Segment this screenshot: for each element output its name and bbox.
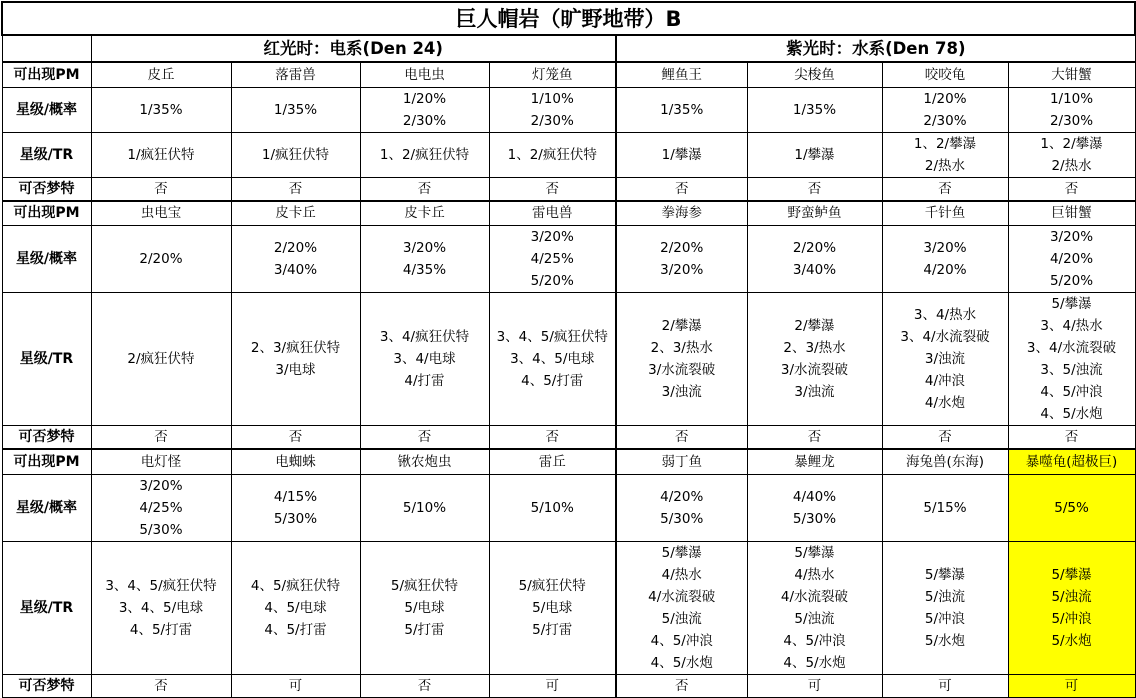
pm-cell: 野蛮鲈鱼 [747, 201, 882, 226]
tr-line: 4、5/打雷 [264, 621, 327, 638]
pm-cell: 千针鱼 [882, 201, 1008, 226]
tr-line: 5/攀瀑 [661, 544, 702, 561]
rate-line: 1/35% [273, 101, 318, 118]
dream-cell: 可 [231, 674, 360, 697]
rate-cell [616, 87, 747, 132]
tr-line: 1/攀瀑 [794, 146, 835, 163]
row-rate [2, 474, 1135, 541]
tr-line: 5/浊流 [661, 610, 702, 627]
pm-cell: 尖梭鱼 [747, 62, 882, 87]
tr-line: 4、5/疯狂伏特 [250, 577, 341, 594]
dream-cell: 否 [1008, 426, 1135, 450]
rate-line: 3/20% [402, 240, 447, 256]
tr-line: 3、4/水流裂破 [1026, 340, 1117, 356]
rate-line: 1/35% [139, 101, 183, 118]
dream-cell: 否 [231, 177, 360, 201]
tr-line: 3/电球 [275, 362, 316, 378]
rate-cell [616, 474, 747, 541]
tr-cell [616, 541, 747, 674]
rate-line: 3/40% [792, 262, 837, 278]
row-label-rate: 星级/概率 [2, 226, 91, 293]
rate-cell [231, 474, 360, 541]
tr-line: 4/热水 [794, 566, 835, 583]
pm-cell: 皮卡丘 [360, 201, 489, 226]
tr-line: 5/冲浪 [1051, 610, 1092, 627]
tr-line: 3、4/热水 [1040, 318, 1103, 334]
tr-line: 3/浊流 [661, 384, 702, 400]
tr-cell [91, 293, 231, 426]
tr-cell [360, 132, 489, 177]
rate-cell [231, 87, 360, 132]
tr-line: 3、4/热水 [913, 307, 977, 323]
row-label-tr: 星级/TR [2, 132, 91, 177]
dream-cell: 否 [882, 177, 1008, 201]
rate-line: 2/30% [402, 112, 447, 129]
rate-line: 1/20% [402, 90, 447, 107]
pm-cell: 皮丘 [91, 62, 231, 87]
pm-cell: 落雷兽 [231, 62, 360, 87]
tr-cell [1008, 293, 1135, 426]
dream-cell: 否 [489, 426, 616, 450]
tr-cell [489, 541, 616, 674]
group-purple-header: 紫光时：水系(Den 78) [616, 35, 1135, 62]
tr-line: 3/浊流 [794, 384, 835, 400]
tr-line: 5/打雷 [532, 621, 573, 638]
tr-line: 2、3/疯狂伏特 [250, 340, 341, 356]
rate-cell [360, 87, 489, 132]
rate-line: 1/10% [530, 90, 574, 107]
rate-line: 4/20% [1049, 251, 1094, 267]
tr-cell [747, 541, 882, 674]
tr-line: 5/疯狂伏特 [390, 577, 459, 594]
dream-cell: 否 [360, 177, 489, 201]
rate-cell [747, 226, 882, 293]
dream-cell: 否 [882, 426, 1008, 450]
tr-line: 1、2/疯狂伏特 [379, 146, 470, 163]
rate-cell [882, 474, 1008, 541]
tr-line: 5/攀瀑 [1051, 296, 1092, 312]
rate-line: 5/20% [530, 273, 574, 289]
tr-cell [747, 132, 882, 177]
tr-cell [360, 293, 489, 426]
rate-cell [360, 474, 489, 541]
tr-cell [91, 132, 231, 177]
pm-cell: 雷电兽 [489, 201, 616, 226]
tr-cell [747, 293, 882, 426]
tr-line: 5/水炮 [1051, 632, 1092, 649]
pm-cell: 巨钳蟹 [1008, 201, 1135, 226]
tr-line: 5/疯狂伏特 [518, 577, 586, 594]
rate-line: 5/10% [530, 499, 574, 516]
tr-line: 2/攀瀑 [661, 318, 702, 334]
tr-line: 4/热水 [661, 566, 702, 583]
tr-line: 3、4/疯狂伏特 [379, 329, 470, 345]
pm-cell: 暴噬龟(超极巨) [1008, 449, 1135, 474]
tr-line: 1、2/攀瀑 [1040, 135, 1103, 152]
pm-cell: 咬咬龟 [882, 62, 1008, 87]
pm-cell: 虫电宝 [91, 201, 231, 226]
dream-cell: 可 [489, 674, 616, 697]
rate-line: 1/10% [1049, 90, 1094, 107]
rate-cell [882, 226, 1008, 293]
tr-line: 3/浊流 [924, 351, 966, 367]
raid-table [1, 1, 1136, 698]
rate-cell [91, 474, 231, 541]
tr-line: 4、5/电球 [264, 599, 327, 616]
pm-cell: 雷丘 [489, 449, 616, 474]
tr-line: 5/浊流 [1051, 588, 1092, 605]
rate-line: 5/30% [273, 510, 318, 527]
dream-cell: 否 [747, 426, 882, 450]
rate-cell [360, 226, 489, 293]
tr-line: 1/疯狂伏特 [127, 146, 195, 163]
rate-line: 2/20% [273, 240, 318, 256]
tr-line: 2/热水 [1051, 157, 1092, 174]
pm-cell: 大钳蟹 [1008, 62, 1135, 87]
row-label-pm: 可出现PM [2, 201, 91, 226]
tr-line: 5/打雷 [404, 621, 445, 638]
tr-line: 5/冲浪 [924, 610, 966, 627]
tr-line: 4/水炮 [924, 395, 966, 411]
tr-line: 3、5/浊流 [1040, 362, 1103, 378]
dream-cell: 否 [360, 426, 489, 450]
rate-cell [747, 474, 882, 541]
rate-line: 1/20% [923, 90, 967, 107]
tr-cell [882, 541, 1008, 674]
rate-line: 2/20% [792, 240, 837, 256]
tr-line: 4、5/冲浪 [1040, 384, 1103, 400]
dream-cell: 否 [91, 426, 231, 450]
rate-line: 5/5% [1054, 499, 1089, 516]
tr-line: 5/电球 [404, 599, 445, 616]
row-tr [2, 293, 1135, 426]
dream-cell: 否 [616, 177, 747, 201]
row-dream [2, 177, 1135, 201]
row-label-pm: 可出现PM [2, 449, 91, 474]
tr-line: 2/疯狂伏特 [127, 351, 195, 367]
row-label-tr: 星级/TR [2, 541, 91, 674]
rate-line: 5/30% [792, 510, 837, 527]
tr-cell [360, 541, 489, 674]
tr-cell [231, 541, 360, 674]
rate-line: 2/30% [923, 112, 967, 129]
rate-line: 3/20% [139, 477, 183, 494]
tr-cell [882, 293, 1008, 426]
rate-line: 4/15% [273, 488, 318, 505]
row-tr [2, 132, 1135, 177]
rate-line: 1/35% [792, 101, 837, 118]
tr-line: 4、5/水炮 [783, 654, 846, 671]
sheet-title: 巨人帽岩（旷野地带）B [2, 2, 1135, 35]
pm-cell: 暴鲤龙 [747, 449, 882, 474]
dream-cell: 否 [747, 177, 882, 201]
tr-line: 1/攀瀑 [661, 146, 702, 163]
tr-line: 5/浊流 [924, 588, 966, 605]
tr-line: 4、5/打雷 [521, 373, 584, 389]
dream-cell: 否 [1008, 177, 1135, 201]
row-label-rate: 星级/概率 [2, 474, 91, 541]
rate-line: 4/25% [139, 499, 183, 516]
rate-line: 2/20% [660, 240, 704, 256]
tr-cell [231, 293, 360, 426]
tr-line: 3、4、5/疯狂伏特 [496, 329, 608, 345]
tr-line: 4、5/水炮 [650, 654, 713, 671]
tr-line: 4、5/冲浪 [783, 632, 846, 649]
tr-line: 5/攀瀑 [1051, 566, 1092, 583]
rate-cell [616, 226, 747, 293]
rate-cell [747, 87, 882, 132]
tr-line: 1/疯狂伏特 [261, 146, 330, 163]
tr-line: 3、4、5/电球 [118, 599, 204, 616]
tr-cell [616, 293, 747, 426]
tr-line: 3/水流裂破 [780, 362, 849, 378]
rate-cell [231, 226, 360, 293]
group-red-header: 红光时：电系(Den 24) [91, 35, 616, 62]
tr-line: 5/水炮 [924, 632, 966, 649]
row-tr [2, 541, 1135, 674]
tr-cell [1008, 541, 1135, 674]
tr-line: 4/打雷 [404, 373, 445, 389]
rate-line: 2/30% [530, 112, 574, 129]
rate-cell [489, 87, 616, 132]
rate-line: 3/20% [660, 262, 704, 278]
rate-line: 3/20% [530, 229, 574, 245]
tr-cell [489, 132, 616, 177]
rate-line: 4/40% [792, 488, 837, 505]
tr-line: 2、3/热水 [783, 340, 846, 356]
tr-cell [489, 293, 616, 426]
pm-cell: 皮卡丘 [231, 201, 360, 226]
pm-cell: 锹农炮虫 [360, 449, 489, 474]
rate-line: 4/20% [923, 262, 967, 278]
tr-line: 3、4、5/电球 [510, 351, 595, 367]
rate-cell [489, 474, 616, 541]
tr-line: 4、5/打雷 [129, 621, 193, 638]
rate-line: 3/20% [1049, 229, 1094, 245]
row-dream [2, 426, 1135, 450]
pm-cell: 弱丁鱼 [616, 449, 747, 474]
rate-line: 3/20% [923, 240, 967, 256]
dream-cell: 否 [91, 674, 231, 697]
rate-line: 1/35% [660, 101, 704, 118]
tr-line: 2/攀瀑 [794, 318, 835, 334]
row-rate [2, 226, 1135, 293]
dream-cell: 否 [489, 177, 616, 201]
tr-cell [616, 132, 747, 177]
rate-line: 4/20% [660, 488, 704, 505]
row-pm [2, 62, 1135, 87]
dream-cell: 否 [231, 426, 360, 450]
tr-cell [1008, 132, 1135, 177]
tr-line: 1、2/攀瀑 [913, 135, 977, 152]
pm-cell: 电蜘蛛 [231, 449, 360, 474]
tr-line: 5/攀瀑 [924, 566, 966, 583]
row-label-dream: 可否梦特 [2, 177, 91, 201]
tr-cell [882, 132, 1008, 177]
tr-line: 5/电球 [532, 599, 573, 616]
rate-line: 5/15% [923, 499, 967, 516]
rate-cell [91, 226, 231, 293]
row-pm [2, 201, 1135, 226]
corner-cell [2, 35, 91, 62]
tr-line: 5/攀瀑 [794, 544, 835, 561]
row-label-pm: 可出现PM [2, 62, 91, 87]
pm-cell: 电灯怪 [91, 449, 231, 474]
pm-cell: 灯笼鱼 [489, 62, 616, 87]
dream-cell: 否 [91, 177, 231, 201]
row-dream [2, 674, 1135, 697]
dream-cell: 否 [360, 674, 489, 697]
rate-cell [882, 87, 1008, 132]
tr-line: 3、4/水流裂破 [900, 329, 990, 345]
rate-line: 5/30% [660, 510, 704, 527]
tr-line: 4/水流裂破 [780, 588, 849, 605]
tr-line: 2/热水 [924, 157, 966, 174]
rate-cell [91, 87, 231, 132]
tr-line: 1、2/疯狂伏特 [507, 146, 597, 163]
rate-cell [489, 226, 616, 293]
dream-cell: 可 [1008, 674, 1135, 697]
row-label-rate: 星级/概率 [2, 87, 91, 132]
tr-line: 2、3/热水 [650, 340, 713, 356]
pm-cell: 海兔兽(东海) [882, 449, 1008, 474]
row-label-dream: 可否梦特 [2, 674, 91, 697]
rate-line: 5/30% [139, 521, 183, 538]
tr-cell [91, 541, 231, 674]
tr-line: 4、5/冲浪 [650, 632, 713, 649]
rate-cell [1008, 87, 1135, 132]
rate-line: 5/10% [402, 499, 447, 516]
dream-cell: 可 [882, 674, 1008, 697]
rate-line: 5/20% [1049, 273, 1094, 289]
tr-line: 5/浊流 [794, 610, 835, 627]
rate-line: 3/40% [273, 262, 318, 278]
rate-line: 2/30% [1049, 112, 1094, 129]
pm-cell: 鲤鱼王 [616, 62, 747, 87]
tr-line: 3、4、5/疯狂伏特 [105, 577, 217, 594]
tr-line: 3/水流裂破 [648, 362, 716, 378]
row-rate [2, 87, 1135, 132]
pm-cell: 拳海参 [616, 201, 747, 226]
dream-cell: 可 [747, 674, 882, 697]
rate-line: 4/35% [402, 262, 447, 278]
rate-cell [1008, 474, 1135, 541]
rate-cell [1008, 226, 1135, 293]
tr-line: 4、5/水炮 [1040, 406, 1103, 422]
row-label-dream: 可否梦特 [2, 426, 91, 450]
row-pm [2, 449, 1135, 474]
row-label-tr: 星级/TR [2, 293, 91, 426]
tr-line: 3、4/电球 [393, 351, 456, 367]
rate-line: 4/25% [530, 251, 574, 267]
dream-cell: 否 [616, 426, 747, 450]
tr-cell [231, 132, 360, 177]
tr-line: 4/水流裂破 [648, 588, 716, 605]
tr-line: 4/冲浪 [924, 373, 966, 389]
pm-cell: 电电虫 [360, 62, 489, 87]
rate-line: 2/20% [139, 251, 183, 267]
dream-cell: 否 [616, 674, 747, 697]
